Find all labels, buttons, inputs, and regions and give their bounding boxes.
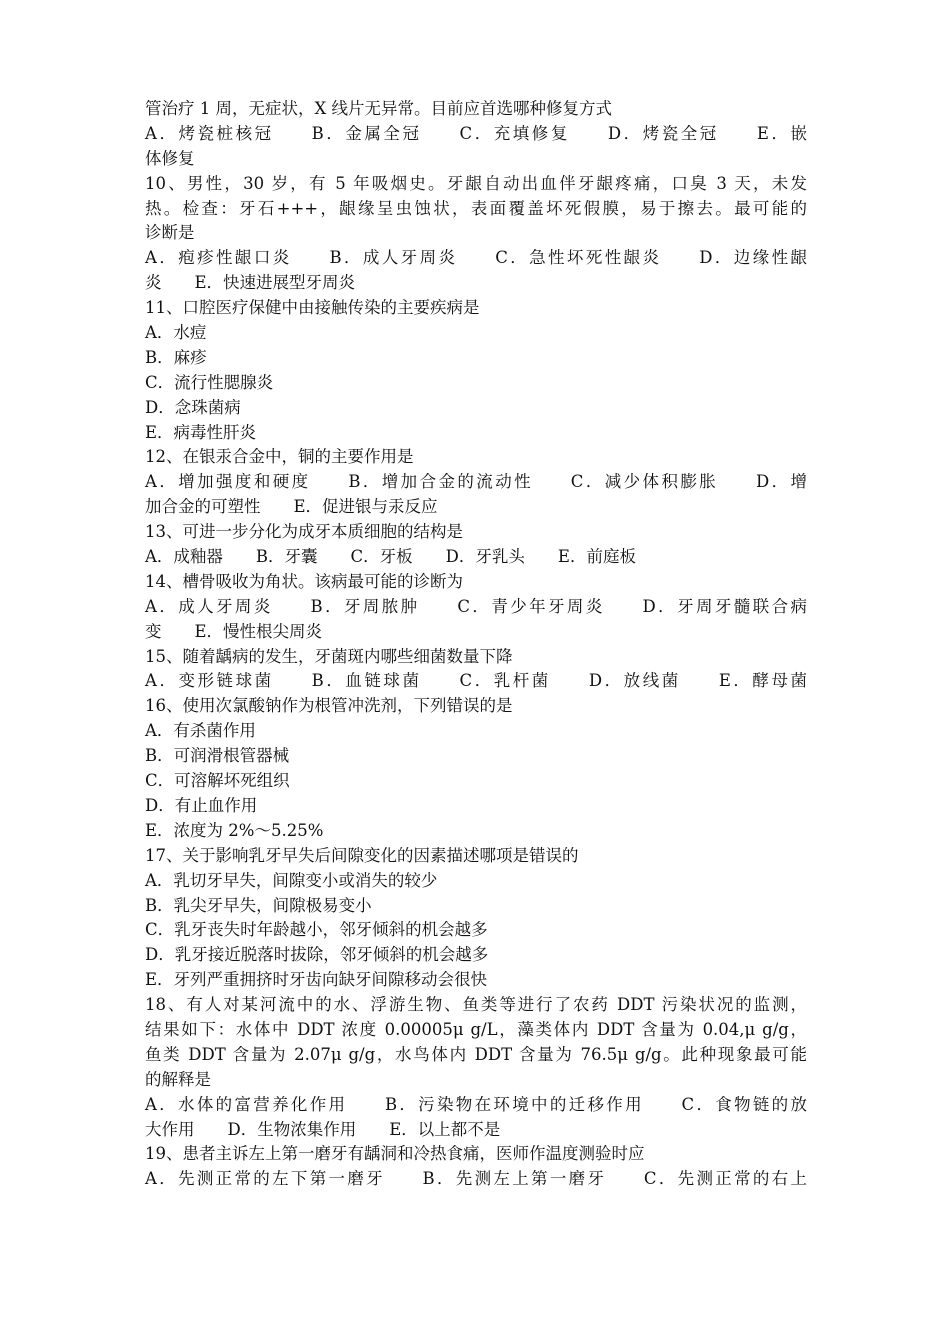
text-line: B．可润滑根管器械 — [145, 746, 290, 766]
text-line: 大作用 D．生物浓集作用 E．以上都不是 — [145, 1119, 501, 1139]
text-line: 鱼类 DDT 含量为 2.07μ g/g，水鸟体内 DDT 含量为 76.5μ g/g。此种现象最可能 — [145, 1044, 807, 1064]
text-line: 12、在银汞合金中，铜的主要作用是 — [145, 447, 414, 467]
text-line: 11、口腔医疗保健中由接触传染的主要疾病是 — [145, 298, 480, 318]
text-line: 15、随着龋病的发生，牙菌斑内哪些细菌数量下降 — [145, 646, 513, 666]
text-line: 热。检查：牙石+++，龈缘呈虫蚀状，表面覆盖坏死假膜，易于擦去。最可能的 — [145, 198, 807, 218]
text-line: A．成人牙周炎 B．牙周脓肿 C．青少年牙周炎 D．牙周牙髓联合病 — [145, 596, 807, 616]
text-line: 加合金的可塑性 E．促进银与汞反应 — [145, 497, 438, 517]
text-line: A．水痘 — [145, 323, 207, 343]
document-page — [145, 97, 807, 1192]
text-line: 诊断是 — [145, 223, 195, 243]
text-line: C．乳牙丧失时年龄越小，邻牙倾斜的机会越多 — [145, 920, 488, 940]
text-line: 17、关于影响乳牙早失后间隙变化的因素描述哪项是错误的 — [145, 845, 579, 865]
text-line: C．可溶解坏死组织 — [145, 771, 290, 791]
text-line: 10、男性，30 岁，有 5 年吸烟史。牙龈自动出血伴牙龈疼痛，口臭 3 天，未发 — [145, 173, 807, 193]
text-line: A．有杀菌作用 — [145, 721, 256, 741]
text-line: 炎 E．快速进展型牙周炎 — [145, 273, 356, 293]
text-line: 13、可进一步分化为成牙本质细胞的结构是 — [145, 522, 463, 542]
text-line: E．牙列严重拥挤时牙齿向缺牙间隙移动会很快 — [145, 970, 488, 990]
text-line: 体修复 — [145, 148, 195, 168]
text-line: D．乳牙接近脱落时拔除，邻牙倾斜的机会越多 — [145, 945, 489, 965]
text-line: B．麻疹 — [145, 347, 207, 367]
text-line: A．水体的富营养化作用 B．污染物在环境中的迁移作用 C．食物链的放 — [145, 1094, 807, 1114]
text-line: A．成釉器 B．牙囊 C．牙板 D．牙乳头 E．前庭板 — [145, 547, 636, 567]
text-line: 19、患者主诉左上第一磨牙有龋洞和冷热食痛，医师作温度测验时应 — [145, 1144, 645, 1164]
text-line: 18、有人对某河流中的水、浮游生物、鱼类等进行了农药 DDT 污染状况的监测， — [145, 995, 807, 1015]
text-line: 结果如下：水体中 DDT 浓度 0.00005μ g/L，藻类体内 DDT 含量为 0.04,μ g/g， — [145, 1019, 807, 1039]
text-line: D．有止血作用 — [145, 795, 258, 815]
text-line: 管治疗 1 周，无症状，X 线片无异常。目前应首选哪种修复方式 — [145, 99, 612, 118]
text-line: 的解释是 — [145, 1069, 211, 1089]
text-line: 14、槽骨吸收为角状。该病最可能的诊断为 — [145, 571, 463, 591]
text-line: D．念珠菌病 — [145, 397, 241, 417]
text-line: A．乳切牙早失，间隙变小或消失的较少 — [145, 870, 438, 890]
text-line: 变 E．慢性根尖周炎 — [145, 621, 323, 641]
text-line: B．乳尖牙早失，间隙极易变小 — [145, 895, 372, 915]
text-line: 16、使用次氯酸钠作为根管冲洗剂，下列错误的是 — [145, 696, 513, 716]
text-line: E．浓度为 2%～5.25% — [145, 820, 324, 840]
text-line: A．先测正常的左下第一磨牙 B．先测左上第一磨牙 C．先测正常的右上 — [145, 1169, 807, 1189]
text-line: C．流行性腮腺炎 — [145, 372, 274, 392]
text-line: A．变形链球菌 B．血链球菌 C．乳杆菌 D．放线菌 E．酵母菌 — [145, 671, 807, 691]
text-line: A．烤瓷桩核冠 B．金属全冠 C．充填修复 D．烤瓷全冠 E．嵌 — [145, 123, 807, 143]
text-line: A．疱疹性龈口炎 B．成人牙周炎 C．急性坏死性龈炎 D．边缘性龈 — [145, 248, 807, 268]
text-line: E．病毒性肝炎 — [145, 422, 257, 442]
text-line: A．增加强度和硬度 B．增加合金的流动性 C．减少体积膨胀 D．增 — [145, 472, 807, 492]
